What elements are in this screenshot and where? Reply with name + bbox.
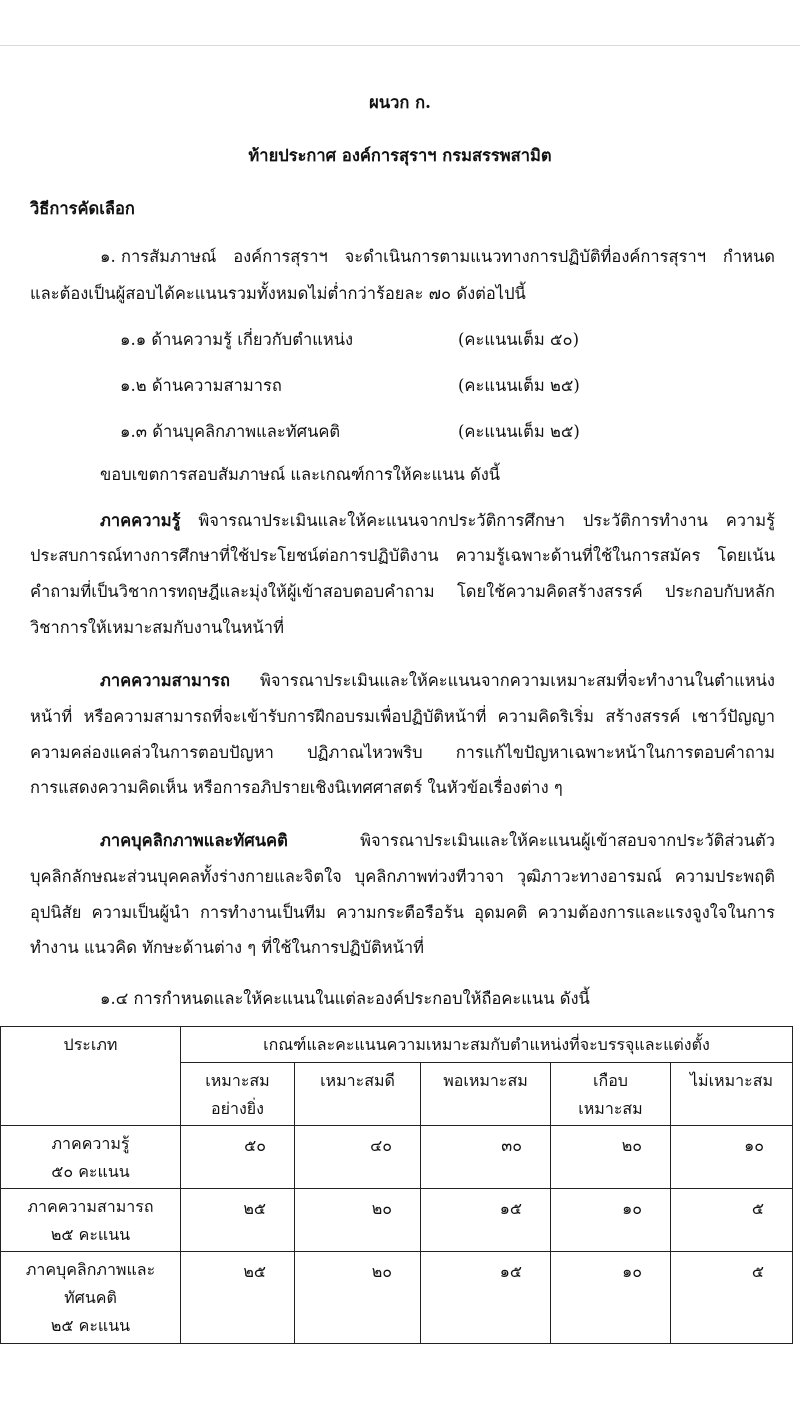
section-title: วิธีการคัดเลือก bbox=[30, 199, 135, 218]
table-row bbox=[1, 1126, 793, 1189]
row-label: ภาคความสามารถ ๒๕ คะแนน bbox=[1, 1189, 181, 1252]
row-label: ภาคความรู้ ๕๐ คะแนน bbox=[1, 1126, 181, 1189]
personality-line-4: ทำงาน แนวคิด ทักษะด้านต่าง ๆ ที่ใช้ในการปฏิบัติหน้าที่ bbox=[30, 938, 425, 957]
score-cell: ๒๐ bbox=[295, 1189, 421, 1252]
score-cell: ๓๐ bbox=[421, 1126, 551, 1189]
scoring-table bbox=[0, 1026, 793, 1344]
score-cell: ๔๐ bbox=[295, 1126, 421, 1189]
table-row bbox=[1, 1252, 793, 1344]
intro-line-1: ๑. การสัมภาษณ์ องค์การสุราฯ จะดำเนินการตามแนวทางการปฏิบัติที่องค์การสุราฯ กำหนด bbox=[100, 247, 775, 266]
row-label: ภาคบุคลิกภาพและ ทัศนคติ ๒๕ คะแนน bbox=[1, 1252, 181, 1344]
personality-heading: ภาคบุคลิกภาพและทัศนคติ bbox=[100, 831, 288, 850]
score-cell: ๕ bbox=[671, 1189, 793, 1252]
personality-line-2: บุคลิกลักษณะส่วนบุคคลทั้งร่างกายและจิตใจ บุคลิกภาพท่วงทีวาจา วุฒิภาวะทางอารมณ์ ความประพฤติ bbox=[30, 867, 775, 886]
column-header: ไม่เหมาะสม bbox=[671, 1063, 793, 1126]
score-cell: ๑๕ bbox=[421, 1189, 551, 1252]
ability-line-4: การแสดงความคิดเห็น หรือการอภิปรายเชิงนิเทศศาสตร์ ในหัวข้อเรื่องต่าง ๆ bbox=[30, 778, 563, 797]
table-header-row bbox=[1, 1027, 793, 1063]
criteria-score-2: (คะแนนเต็ม ๒๕) bbox=[458, 376, 580, 395]
score-cell: ๑๕ bbox=[421, 1252, 551, 1344]
personality-line-1: ภาคบุคลิกภาพและทัศนคติ พิจารณาประเมินและให้คะแนนผู้เข้าสอบจากประวัติส่วนตัว bbox=[100, 831, 775, 850]
column-header: เหมาะสม อย่างยิ่ง bbox=[181, 1063, 295, 1126]
score-cell: ๒๕ bbox=[181, 1189, 295, 1252]
announcement-subtitle: ท้ายประกาศ องค์การสุราฯ กรมสรรพสามิต bbox=[248, 146, 552, 165]
score-cell: ๑๐ bbox=[671, 1126, 793, 1189]
column-header: เกือบ เหมาะสม bbox=[551, 1063, 671, 1126]
score-cell: ๑๐ bbox=[551, 1189, 671, 1252]
ability-line-2: หน้าที่ หรือความสามารถที่จะเข้ารับการฝึกอบรมเพื่อปฏิบัติหน้าที่ ความคิดริเริ่ม สร้างสรรค์ เชาว์ปัญญา bbox=[30, 707, 775, 726]
item-1-4: ๑.๔ การกำหนดและให้คะแนนในแต่ละองค์ประกอบให้ถือคะแนน ดังนี้ bbox=[100, 989, 590, 1008]
knowledge-line-1: ภาคความรู้ พิจารณาประเมินและให้คะแนนจากประวัติการศึกษา ประวัติการทำงาน ความรู้ bbox=[100, 511, 775, 530]
personality-line-3: อุปนิสัย ความเป็นผู้นำ การทำงานเป็นทีม ความกระตือรือร้น อุดมคติ ความต้องการและแรงจูงใจในการ bbox=[30, 903, 775, 922]
score-cell: ๒๐ bbox=[295, 1252, 421, 1344]
intro-line-2: และต้องเป็นผู้สอบได้คะแนนรวมทั้งหมดไม่ต่ำกว่าร้อยละ ๗๐ ดังต่อไปนี้ bbox=[30, 284, 526, 303]
ability-line-3: ความคล่องแคล่วในการตอบปัญหา ปฏิภาณไหวพริบ การแก้ไขปัญหาเฉพาะหน้าในการตอบคำถาม bbox=[30, 743, 775, 762]
score-cell: ๕๐ bbox=[181, 1126, 295, 1189]
knowledge-heading: ภาคความรู้ bbox=[100, 511, 181, 530]
knowledge-line-4: วิชาการให้เหมาะสมกับงานในหน้าที่ bbox=[30, 618, 284, 637]
criteria-score-1: (คะแนนเต็ม ๕๐) bbox=[458, 330, 580, 349]
ability-line-1: ภาคความสามารถ พิจารณาประเมินและให้คะแนนจากความเหมาะสมที่จะทำงานในตำแหน่ง bbox=[100, 671, 775, 690]
criteria-group-header: เกณฑ์และคะแนนความเหมาะสมกับตำแหน่งที่จะบรรจุและแต่งตั้ง bbox=[181, 1027, 793, 1063]
score-cell: ๒๐ bbox=[551, 1126, 671, 1189]
criteria-label-2: ๑.๒ ด้านความสามารถ bbox=[120, 376, 282, 395]
criteria-score-3: (คะแนนเต็ม ๒๕) bbox=[458, 422, 580, 441]
knowledge-line-2: ประสบการณ์ทางการศึกษาที่ใช้ประโยชน์ต่อการปฏิบัติงาน ความรู้เฉพาะด้านที่ใช้ในการสมัคร โดยเน้น bbox=[30, 546, 775, 565]
annex-title: ผนวก ก. bbox=[369, 93, 431, 112]
ability-heading: ภาคความสามารถ bbox=[100, 671, 230, 690]
criteria-label-1: ๑.๑ ด้านความรู้ เกี่ยวกับตำแหน่ง bbox=[120, 330, 354, 349]
knowledge-line-3: คำถามที่เป็นวิชาการทฤษฎีและมุ่งให้ผู้เข้าสอบตอบคำถาม โดยใช้ความคิดสร้างสรรค์ ประกอบกับหลัก bbox=[30, 582, 775, 601]
page-top-border bbox=[0, 0, 800, 46]
column-header: เหมาะสมดี bbox=[295, 1063, 421, 1126]
column-header: พอเหมาะสม bbox=[421, 1063, 551, 1126]
type-header: ประเภท bbox=[1, 1027, 181, 1126]
scope-line: ขอบเขตการสอบสัมภาษณ์ และเกณฑ์การให้คะแนน ดังนี้ bbox=[100, 465, 501, 484]
score-cell: ๑๐ bbox=[551, 1252, 671, 1344]
criteria-label-3: ๑.๓ ด้านบุคลิกภาพและทัศนคติ bbox=[120, 422, 341, 441]
table-row bbox=[1, 1189, 793, 1252]
score-cell: ๒๕ bbox=[181, 1252, 295, 1344]
score-cell: ๕ bbox=[671, 1252, 793, 1344]
